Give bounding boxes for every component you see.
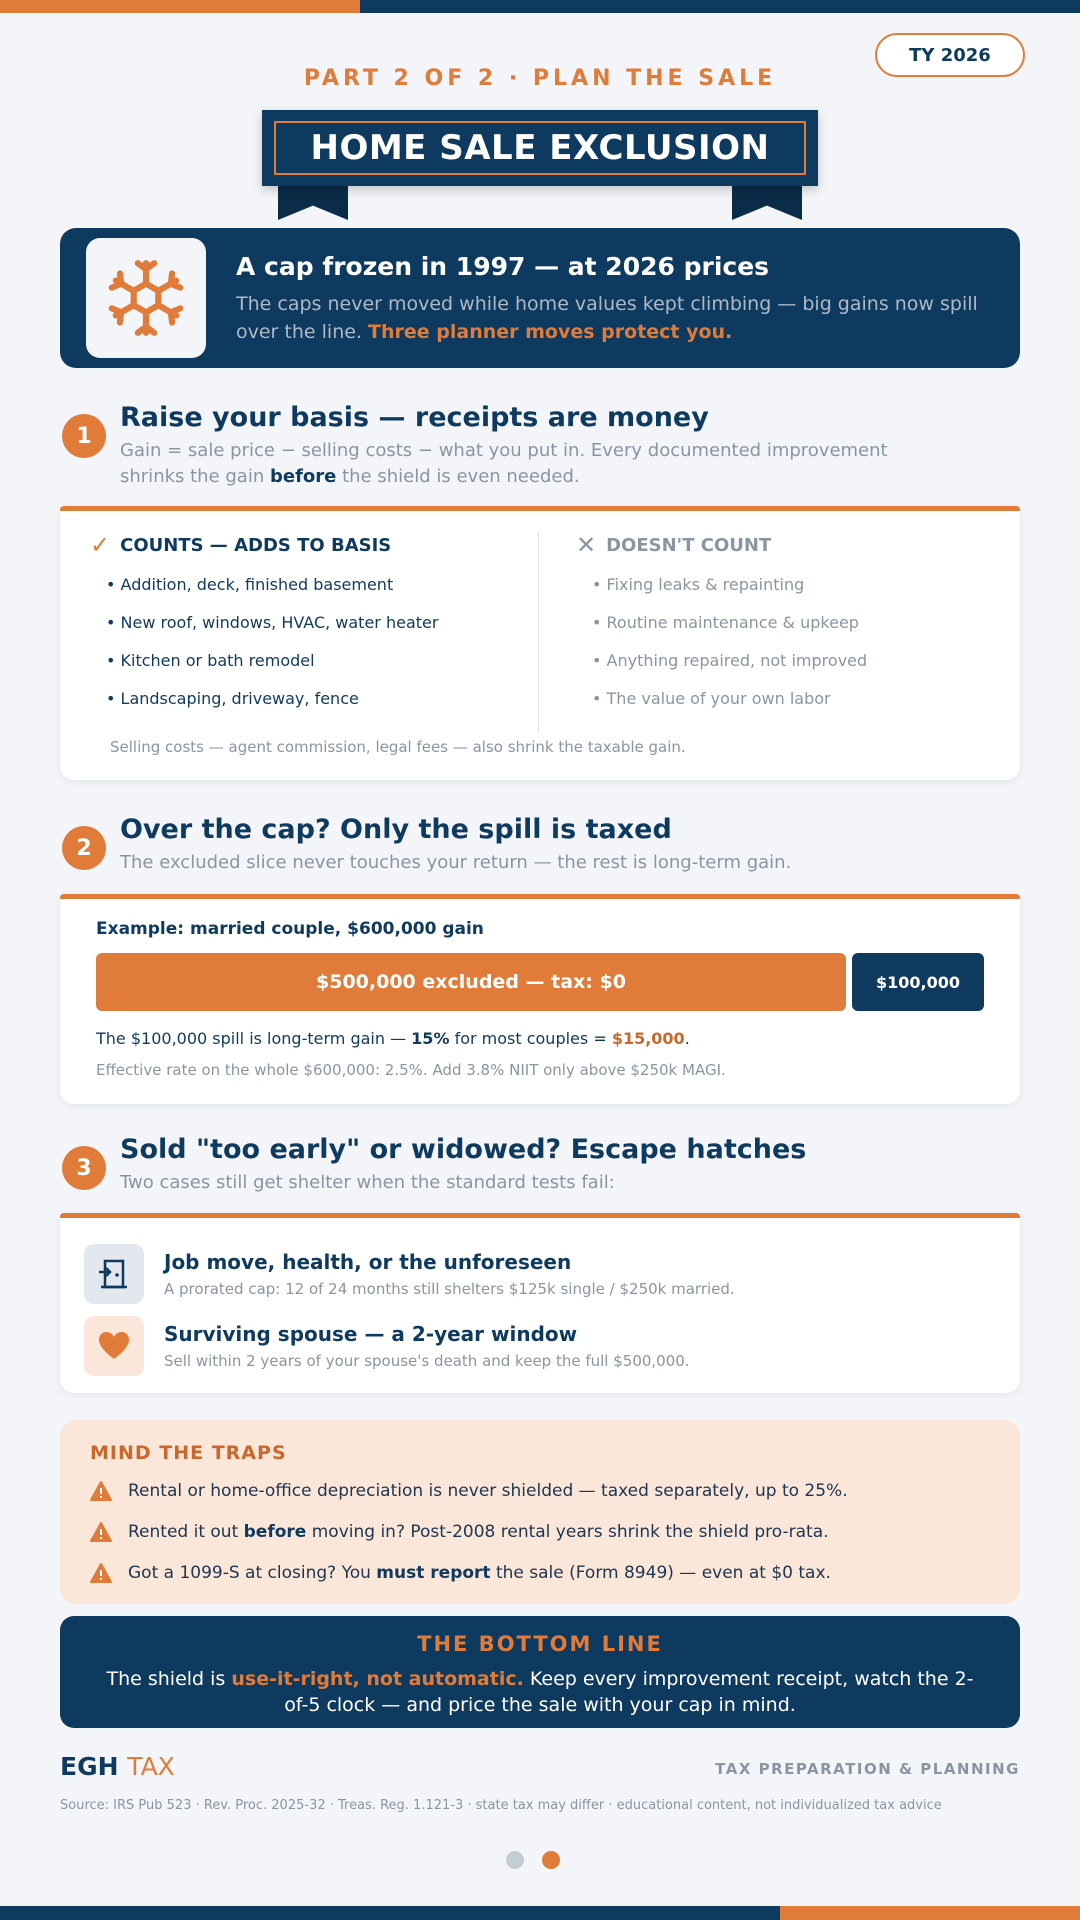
page-title: HOME SALE EXCLUSION bbox=[274, 121, 806, 175]
selling-costs-note: Selling costs — agent commission, legal fees — also shrink the taxable gain. bbox=[110, 738, 686, 756]
bottom-accent-bar bbox=[0, 1906, 1080, 1920]
hero-highlight: Three planner moves protect you. bbox=[368, 321, 733, 343]
step-2-subtitle: The excluded slice never touches your return — the rest is long-term gain. bbox=[120, 852, 792, 873]
gain-split-bar bbox=[96, 953, 984, 1011]
x-icon: ✕ bbox=[576, 531, 597, 559]
doesnt-count-column bbox=[576, 533, 996, 727]
trap-item: Got a 1099-S at closing? You must report the sale (Form 8949) — even at $0 tax. bbox=[90, 1562, 831, 1584]
step-1-subtitle: Gain = sale price − selling costs − what you put in. Every documented improvement shrinks the gain before the shield is even needed. bbox=[120, 440, 888, 487]
hatch-subtitle: A prorated cap: 12 of 24 months still shelters $125k single / $250k married. bbox=[164, 1280, 735, 1298]
effective-rate-line: Effective rate on the whole $600,000: 2.5%. Add 3.8% NIIT only above $250k MAGI. bbox=[96, 1061, 726, 1079]
list-item: • New roof, windows, HVAC, water heater bbox=[106, 613, 439, 632]
step-3-number: 3 bbox=[62, 1146, 106, 1190]
hatch-subtitle: Sell within 2 years of your spouse's death and keep the full $500,000. bbox=[164, 1352, 690, 1370]
checkmark-icon: ✓ bbox=[90, 531, 111, 559]
list-item: • Anything repaired, not improved bbox=[592, 651, 868, 670]
warning-icon bbox=[90, 1480, 112, 1502]
list-item: • Addition, deck, finished basement bbox=[106, 575, 394, 594]
carousel-pagination bbox=[506, 1851, 578, 1869]
list-item: • Landscaping, driveway, fence bbox=[106, 689, 359, 708]
list-item: • Fixing leaks & repainting bbox=[592, 575, 805, 594]
brand-logo: EGH TAX bbox=[60, 1752, 175, 1781]
escape-hatches-card bbox=[60, 1213, 1020, 1393]
step-2-number: 2 bbox=[62, 826, 106, 870]
spill-example-card bbox=[60, 894, 1020, 1104]
tax-year-badge: TY 2026 bbox=[875, 33, 1025, 77]
step-3-title: Sold "too early" or widowed? Escape hatches bbox=[120, 1134, 807, 1165]
hero-banner bbox=[60, 228, 1020, 368]
page-dot[interactable] bbox=[506, 1851, 524, 1869]
hatch-title: Surviving spouse — a 2-year window bbox=[164, 1322, 578, 1346]
hatch-title: Job move, health, or the unforeseen bbox=[164, 1250, 572, 1274]
counts-heading: COUNTS — ADDS TO BASIS bbox=[120, 534, 392, 556]
bottom-line-text: The shield is use-it-right, not automatic. Keep every improvement receipt, watch the 2-of-5 clock — and price the sale with your cap in mind. bbox=[106, 1668, 974, 1716]
step-2-title: Over the cap? Only the spill is taxed bbox=[120, 814, 672, 845]
snowflake-icon bbox=[86, 238, 206, 358]
traps-panel bbox=[60, 1420, 1020, 1604]
excluded-segment: $500,000 excluded — tax: $0 bbox=[96, 953, 846, 1011]
column-divider bbox=[538, 531, 539, 733]
list-item: • Routine maintenance & upkeep bbox=[592, 613, 859, 632]
warning-icon bbox=[90, 1562, 112, 1584]
hero-title: A cap frozen in 1997 — at 2026 prices bbox=[236, 252, 770, 281]
counts-column bbox=[90, 533, 520, 727]
spill-tax-line: The $100,000 spill is long-term gain — 15% for most couples = $15,000. bbox=[96, 1029, 690, 1048]
title-ribbon bbox=[262, 110, 818, 212]
step-1-title: Raise your basis — receipts are money bbox=[120, 402, 709, 433]
step-3-subtitle: Two cases still get shelter when the standard tests fail: bbox=[120, 1172, 615, 1193]
bottom-line-heading: THE BOTTOM LINE bbox=[417, 1632, 663, 1656]
list-item: • Kitchen or bath remodel bbox=[106, 651, 315, 670]
basis-card bbox=[60, 506, 1020, 780]
hero-subtitle: The caps never moved while home values kept climbing — big gains now spill over the line. Three planner moves protect you. bbox=[236, 293, 978, 343]
trap-item: Rental or home-office depreciation is never shielded — taxed separately, up to 25%. bbox=[90, 1480, 848, 1502]
list-item: • The value of your own labor bbox=[592, 689, 831, 708]
page-dot[interactable] bbox=[542, 1851, 560, 1869]
example-label: Example: married couple, $600,000 gain bbox=[96, 919, 484, 939]
heart-icon bbox=[84, 1316, 144, 1376]
hatch-item-job-move bbox=[84, 1244, 984, 1306]
spill-segment: $100,000 bbox=[852, 953, 984, 1011]
top-accent-bar bbox=[0, 0, 1080, 13]
bottom-line-banner bbox=[60, 1616, 1020, 1728]
hatch-item-surviving-spouse bbox=[84, 1316, 984, 1378]
brand-tagline: TAX PREPARATION & PLANNING bbox=[715, 1760, 1020, 1778]
warning-icon bbox=[90, 1521, 112, 1543]
traps-heading: MIND THE TRAPS bbox=[90, 1442, 287, 1464]
step-1-number: 1 bbox=[62, 414, 106, 458]
source-citation: Source: IRS Pub 523 · Rev. Proc. 2025-32 · Treas. Reg. 1.121-3 · state tax may differ · educational content, not individualized tax advice bbox=[60, 1798, 942, 1813]
trap-item: Rented it out before moving in? Post-2008 rental years shrink the shield pro-rata. bbox=[90, 1521, 829, 1543]
series-kicker: PART 2 OF 2 · PLAN THE SALE bbox=[303, 66, 777, 91]
doesnt-count-heading: DOESN'T COUNT bbox=[606, 534, 772, 556]
door-exit-icon bbox=[84, 1244, 144, 1304]
